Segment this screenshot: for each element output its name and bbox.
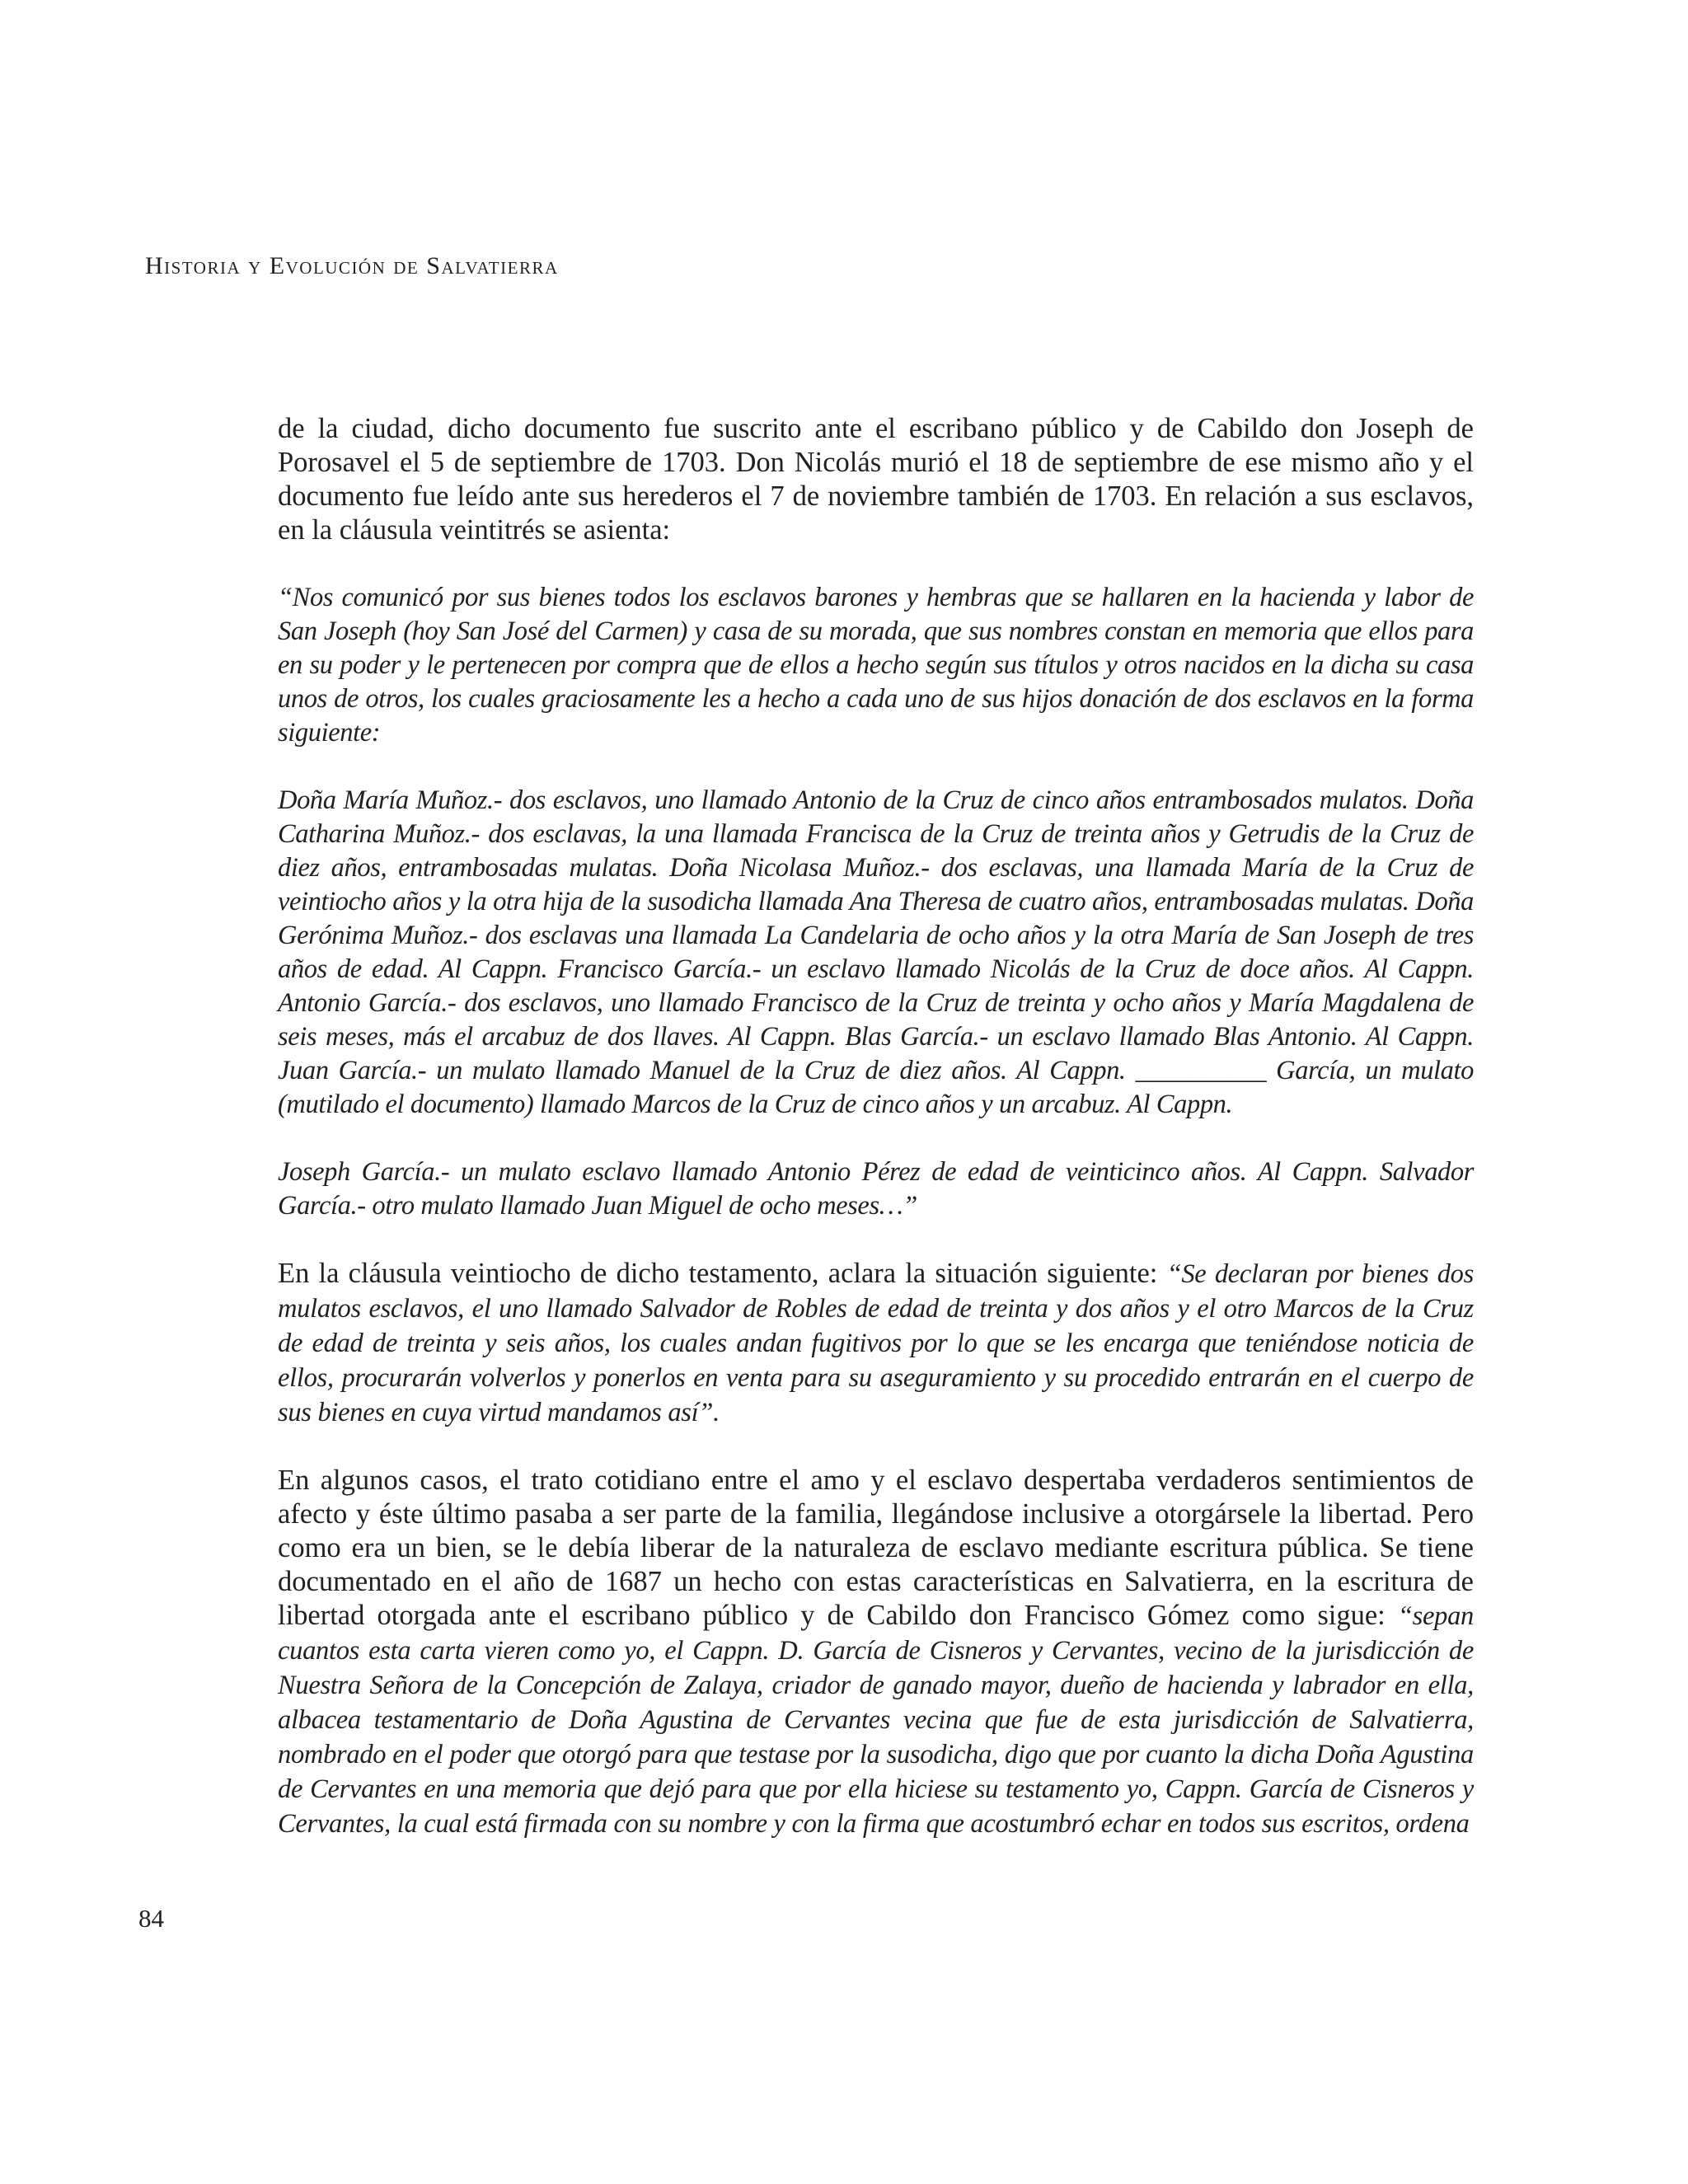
inline-quote-fugitives: “Se declaran por bienes dos mulatos esclavos, el uno llamado Salvador de Robles de edad de treinta y dos años y el otro Marcos de la Cruz de edad de treinta y seis años, los cuales andan fugitivos por lo que se les encarga que teniéndose noticia de ellos, procurarán volverlos y ponerlos en venta para su aseguramiento y su procedido entrarán en el cuerpo de sus bienes en cuya virtud mandamos así”. bbox=[278, 1259, 1474, 1427]
paragraph-clause-28-text: En la cláusula veintiocho de dicho testamento, aclara la situación siguiente: bbox=[278, 1258, 1167, 1289]
block-quote-donation: “Nos comunicó por sus bienes todos los esclavos barones y hembras que se hallaren en la hacienda y labor de San Joseph (hoy San José del Carmen) y casa de su morada, que sus nombres constan en memoria que ellos para en su poder y le pertenecen por compra que de ellos a hecho según sus títulos y otros nacidos en la dicha su casa unos de otros, los cuales graciosamente les a hecho a cada uno de sus hijos donación de dos esclavos en la forma siguiente: bbox=[278, 583, 1474, 748]
inline-quote-freedom-deed: “sepan cuantos esta carta vieren como yo, el Cappn. D. García de Cisneros y Cervantes, vecino de la jurisdicción de Nuestra Señora de la Concepción de Zalaya, criador de ganado mayor, dueño de hacienda y labrador en ella, albacea testamentario de Doña Agustina de Cervantes vecina que fue de esta jurisdicción de Salvatierra, nombrado en el poder que otorgó para que testase por la susodicha, digo que por cuanto la dicha Doña Agustina de Cervantes en una memoria que dejó para que por ella hiciese su testamento yo, Cappn. García de Cisneros y Cervantes, la cual está firmada con su nombre y con la firma que acostumbró echar en todos sus escritos, ordena bbox=[278, 1601, 1474, 1839]
paragraph-clause-28 bbox=[278, 1257, 1474, 1430]
page-number: 84 bbox=[138, 1904, 164, 1933]
body-text bbox=[278, 412, 1474, 1875]
block-quote-slave-list-end: Joseph García.- un mulato esclavo llamado Antonio Pérez de edad de veinticinco años. Al Cappn. Salvador García.- otro mulato llamado Juan Miguel de ocho meses…” bbox=[278, 1157, 1474, 1221]
paragraph-freedom-text: En algunos casos, el trato cotidiano entre el amo y el esclavo despertaba verdaderos sentimientos de afecto y éste último pasaba a ser parte de la familia, llegándose inclusive a otorgársele la libertad. Pero como era un bien, se le debía liberar de la naturaleza de esclavo mediante escritura pública. Se tiene documentado en el año de 1687 un hecho con estas características en Salvatierra, en la escritura de libertad otorgada ante el escribano público y de Cabildo don Francisco Gómez como sigue: bbox=[278, 1465, 1474, 1631]
block-quote-slave-list: Doña María Muñoz.- dos esclavos, uno llamado Antonio de la Cruz de cinco años entrambosados mulatos. Doña Catharina Muñoz.- dos esclavas, la una llamada Francisca de la Cruz de treinta años y Getrudis de la Cruz de diez años, entrambosadas mulatas. Doña Nicolasa Muñoz.- dos esclavas, una llamada María de la Cruz de veintiocho años y la otra hija de la susodicha llamada Ana Theresa de cuatro años, entrambosadas mulatas. Doña Gerónima Muñoz.- dos esclavas una llamada La Candelaria de ocho años y la otra María de San Joseph de tres años de edad. Al Cappn. Francisco García.- un esclavo llamado Nicolás de la Cruz de doce años. Al Cappn. Antonio García.- dos esclavos, uno llamado Francisco de la Cruz de treinta y ocho años y María Magdalena de seis meses, más el arcabuz de dos llaves. Al Cappn. Blas García.- un esclavo llamado Blas Antonio. Al Cappn. Juan García.- un mulato llamado Manuel de la Cruz de diez años. Al Cappn. __________ García, un mulato (mutilado el documento) llamado Marcos de la Cruz de cinco años y un arcabuz. Al Cappn. bbox=[278, 785, 1474, 1119]
paragraph-intro: de la ciudad, dicho documento fue suscrito ante el escribano público y de Cabildo don Joseph de Porosavel el 5 de septiembre de 1703. Don Nicolás murió el 18 de septiembre de ese mismo año y el documento fue leído ante sus herederos el 7 de noviembre también de 1703. En relación a sus esclavos, en la cláusula veintitrés se asienta: bbox=[278, 413, 1474, 546]
running-header: Historia y Evolución de Salvatierra bbox=[145, 252, 559, 279]
paragraph-freedom bbox=[278, 1464, 1474, 1841]
